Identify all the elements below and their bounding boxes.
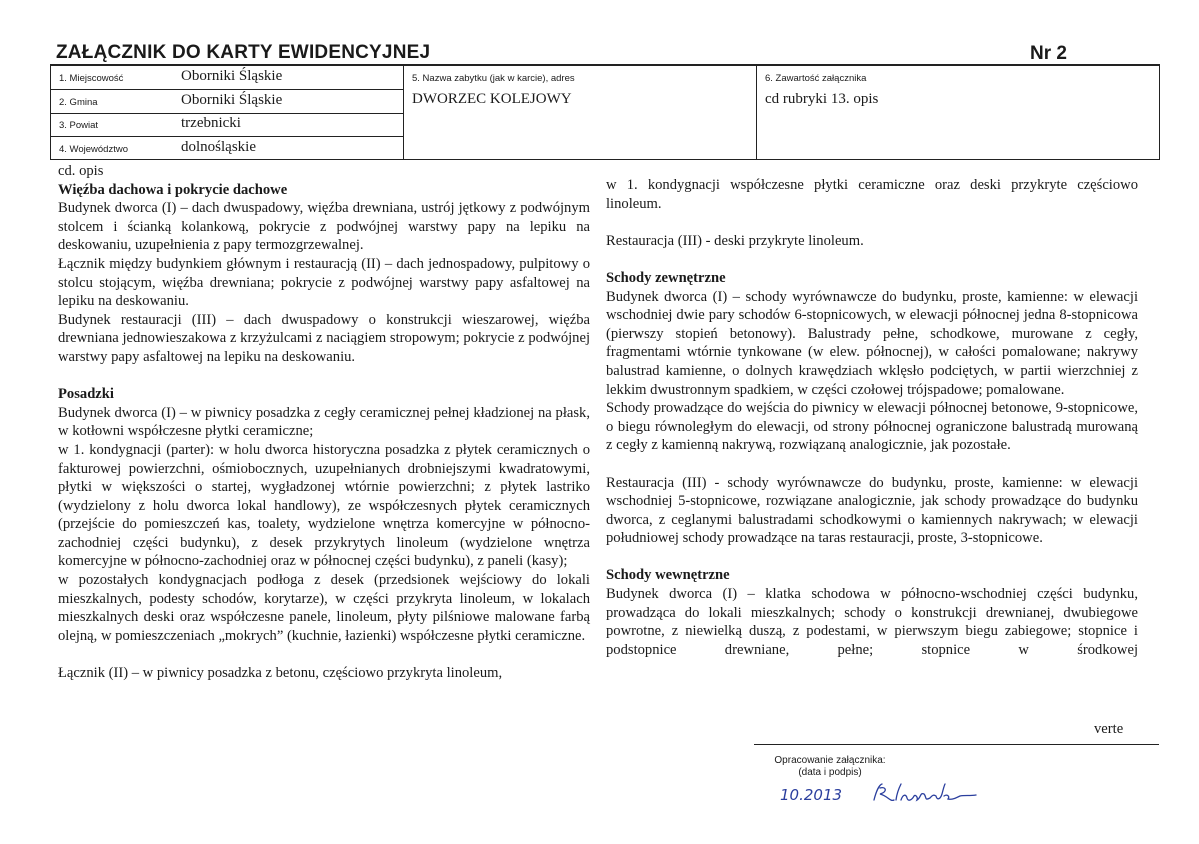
field-value-gmina: Oborniki Śląskie: [181, 92, 283, 108]
grid-row-line-3: [51, 136, 403, 137]
paragraph-restauracja-posadzki: Restauracja (III) - deski przykryte linoleum.: [606, 232, 864, 249]
left-column: [58, 162, 590, 683]
paragraph-wiezba-lacznik: Łącznik między budynkiem głównym i restauracją (II) – dach jednospadowy, pulpitowy o stolcu stojącym, więźba drewniana; pokrycie z podwójnej warstwy papy asfaltowej na lepiku na deskowaniu.: [58, 255, 590, 310]
paragraph-schody-zew-restauracja: Restauracja (III) - schody wyrównawcze do budynku, proste, kamienne: w elewacji wschodniej 5-stopnicowe, rozwiązane analogicznie, jak schody prowadzące do budynku dworca, z ceglanymi balustradami schodkowymi o kamiennych nakrywach; w elewacji południowej schody prowadzące na taras restauracji, proste, 3-stopnicowe.: [606, 474, 1138, 547]
field-label-gmina: 2. Gmina: [59, 97, 98, 108]
field-label-miejscowosc: 1. Miejscowość: [59, 73, 124, 84]
field-value-powiat: trzebnicki: [181, 115, 241, 131]
grid-row-line-1: [51, 89, 403, 90]
field-value-wojewodztwo: dolnośląskie: [181, 139, 256, 155]
continuation-note: cd. opis: [58, 163, 104, 179]
field-value-zawartosc: cd rubryki 13. opis: [765, 91, 879, 107]
paragraph-posadzki-pozostale: w pozostałych kondygnacjach podłoga z desek (przedsionek wejściowy do lokali mieszkalnych, podesty schodów, korytarze), w części przykryta linoleum, w lokalach mieszkalnych deski oraz współczesne panele, linoleum, płyty pilśniowe malowane farbą olejną, w pomieszczeniach „mokrych” (kuchnie, łazienki) współczesne płytki ceramiczne.: [58, 572, 590, 644]
heading-schody-zewnetrzne: Schody zewnętrzne: [606, 269, 726, 286]
paragraph-schody-zew-piwnica: Schody prowadzące do wejścia do piwnicy w elewacji północnej betonowe, 9-stopnicowe, o biegu równoległym do elewacji, od strony północnej ograniczone balustradą murowaną z cegły z kamienną nakrywą, rozwiązaną analogicznie, jak pozostałe.: [606, 400, 1138, 454]
signature-date: 10.2013: [780, 786, 843, 804]
paragraph-lacznik-cd: w 1. kondygnacji współczesne płytki ceramiczne oraz deski przykryte częściowo linoleum.: [606, 177, 1138, 212]
verte-note: verte: [1094, 721, 1124, 737]
paragraph-schody-zew-dworzec: Budynek dworca (I) – schody wyrównawcze do budynku, proste, kamienne: w elewacji wschodniej dwie pary schodów 6-stopnicowych, w elewacji północnej jedna 8-stopnicowa (pierwszy stopień betonowy). Balustrady pełne, schodkowe, murowane z cegły, fragmentami wtórnie tynkowane (w elew. północnej), w całości pomalowane; nakrywy balustrad kamienne, o dolnych krawędziach wklęsło podciętych, w partii wierzchniej z lekkim dwustronnym spadkiem, w części czołowej trójspadowe; pomalowane.: [606, 288, 1138, 398]
field-label-nazwa: 5. Nazwa zabytku (jak w karcie), adres: [412, 73, 575, 84]
paragraph-schody-wew-dworzec: Budynek dworca (I) – klatka schodowa w północno-wschodniej części budynku, prowadząca do lokali mieszkalnych; schody o konstrukcji drewnianej, dwubiegowe powrotne, z niewielką duszą, z podestami, w pierwszym biegu zabiegowe; stopnice i podstopnice drewniane, pełne; stopnice w środkowej: [606, 586, 1138, 658]
heading-wiezba: Więźba dachowa i pokrycie dachowe: [58, 181, 288, 198]
field-value-nazwa: DWORZEC KOLEJOWY: [412, 91, 572, 107]
handwritten-signature: [780, 776, 1010, 816]
paragraph-posadzki-parter: w 1. kondygnacji (parter): w holu dworca historyczna posadzka z płytek ceramicznych o fakturowej powierzchni, ośmiobocznych, uzupełnianych drobniejszymi kwadratowymi, płytki w większości o startej, wygładzonej wtórnie powierzchni; z płytek lastriko (wydzielony z holu dworca lokal handlowy), ze współczesnych płytek ceramicznych (przejście do pomieszczeń kas, toalety, wydzielone wnętrza komercyjne w północno-zachodniej części budynku), z desek przykrytych linoleum (wydzielone wnętrza komercyjne w północno-zachodniej oraz w północnej części budynku), z paneli (kasy);: [58, 441, 590, 570]
prepared-by-label-line1: Opracowanie załącznika:: [774, 755, 886, 766]
paragraph-wiezba-dworzec: Budynek dworca (I) – dach dwuspadowy, więźba drewniana, ustrój jętkowy z podwójnym stolcem i ścianką kolankową, pokrycie z podwójnej warstwy papy na lepiku na deskowaniu, uzupełnienia z papy termozgrzewalnej.: [58, 200, 590, 254]
heading-posadzki: Posadzki: [58, 386, 114, 403]
paragraph-wiezba-restauracja: Budynek restauracji (III) – dach dwuspadowy o konstrukcji wieszarowej, więźba drewniana jednowieszakowa z krzyżulcami z naciągiem stropowym; pokrycie z podwójnej warstwy papy asfaltowej na lepiku na deskowaniu.: [58, 311, 590, 365]
grid-divider-1: [403, 66, 404, 159]
field-value-miejscowosc: Oborniki Śląskie: [181, 68, 283, 84]
heading-schody-wewnetrzne: Schody wewnętrzne: [606, 567, 730, 584]
prepared-by-label-line2: (data i podpis): [798, 767, 862, 778]
field-label-wojewodztwo: 4. Województwo: [59, 144, 128, 155]
grid-divider-2: [756, 66, 757, 159]
paragraph-posadzki-piwnica: Budynek dworca (I) – w piwnicy posadzka z cegły ceramicznej pełnej kładzionej na płask, w kotłowni współczesne płytki ceramiczne;: [58, 404, 590, 440]
field-label-powiat: 3. Powiat: [59, 120, 99, 131]
document-title: ZAŁĄCZNIK DO KARTY EWIDENCYJNEJ: [56, 42, 431, 63]
right-column: [606, 176, 1138, 659]
paragraph-posadzki-lacznik: Łącznik (II) – w piwnicy posadzka z betonu, częściowo przykryta linoleum,: [58, 665, 503, 682]
field-label-zawartosc: 6. Zawartość załącznika: [765, 73, 867, 84]
header-form-grid: [50, 66, 1160, 160]
attachment-number: Nr 2: [1030, 43, 1067, 64]
grid-row-line-2: [51, 113, 403, 114]
footer-rule: [754, 744, 1159, 745]
signature-stroke: [874, 784, 976, 800]
